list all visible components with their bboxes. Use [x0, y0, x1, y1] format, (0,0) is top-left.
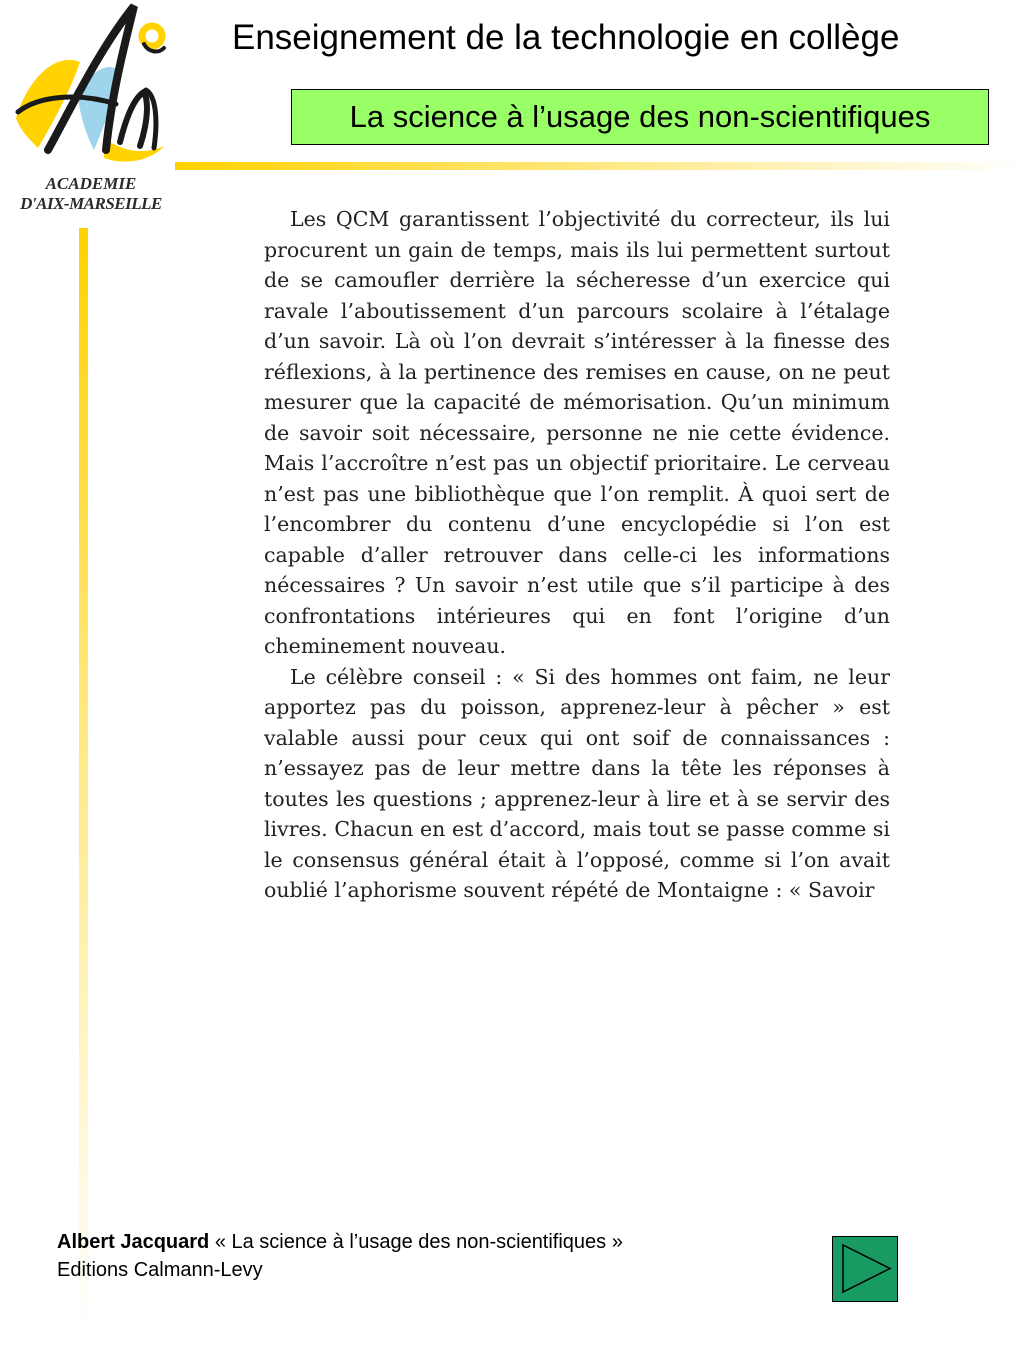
scanned-text-excerpt: [264, 204, 890, 906]
academie-logo: [8, 0, 174, 218]
page-title: Enseignement de la technologie en collège: [232, 18, 900, 57]
citation-publisher: Editions Calmann-Levy: [57, 1259, 263, 1281]
source-citation: [57, 1228, 623, 1284]
subtitle-text: La science à l’usage des non-scientifiques: [349, 99, 931, 134]
citation-author: Albert Jacquard: [57, 1231, 210, 1253]
logo-aix-marseille-text: D'AIX-MARSEILLE: [20, 194, 162, 213]
academie-logo-emblem: [8, 0, 174, 172]
subtitle-banner: [291, 89, 989, 145]
yellow-horizontal-rule: [175, 162, 1024, 170]
citation-title: « La science à l’usage des non-scientifiques »: [209, 1231, 623, 1253]
citation-line-1: [57, 1228, 623, 1256]
next-slide-button[interactable]: [832, 1236, 898, 1302]
logo-academie-text: ACADEMIE: [45, 174, 137, 193]
yellow-vertical-rule: [79, 228, 88, 1328]
play-arrow-icon: [833, 1237, 896, 1300]
excerpt-paragraph-2: Le célèbre conseil : « Si des hommes ont faim, ne leur apportez pas du poisson, apprenez-leur à pêcher » est valable aussi pour ceux qui ont soif de connaissances : n’essayez pas de leur mettre dans la tête les réponses à toutes les questions ; apprenez-leur à lire et à se servir des livres. Chacun en est d’accord, mais tout se passe comme si le consensus général était à l’opposé, comme si l’on avait oublié l’aphorisme souvent répété de Montaigne : « Savoir: [264, 664, 890, 902]
excerpt-paragraph-1: Les QCM garantissent l’objectivité du correcteur, ils lui procurent un gain de temps, mais ils lui permettent surtout de se camoufler derrière la sécheresse d’un exercice qui ravale l’aboutissement d’un parcours scolaire à l’étalage d’un savoir. Là où l’on devrait s’intéresser à la finesse des réflexions, à la pertinence des remises en cause, on ne peut mesurer que la capacité de mémorisation. Qu’un minimum de savoir soit nécessaire, personne ne nie cette évidence. Mais l’accroître n’est pas un objectif prioritaire. Le cerveau n’est pas une bibliothèque que l’on remplit. À quoi sert de l’encombrer du contenu d’une encyclopédie si l’on est capable d’aller retrouver dans celle-ci les informations nécessaires ? Un savoir n’est utile que s’il participe à des confrontations intérieures qui en font l’origine d’un cheminement nouveau.: [264, 207, 890, 658]
